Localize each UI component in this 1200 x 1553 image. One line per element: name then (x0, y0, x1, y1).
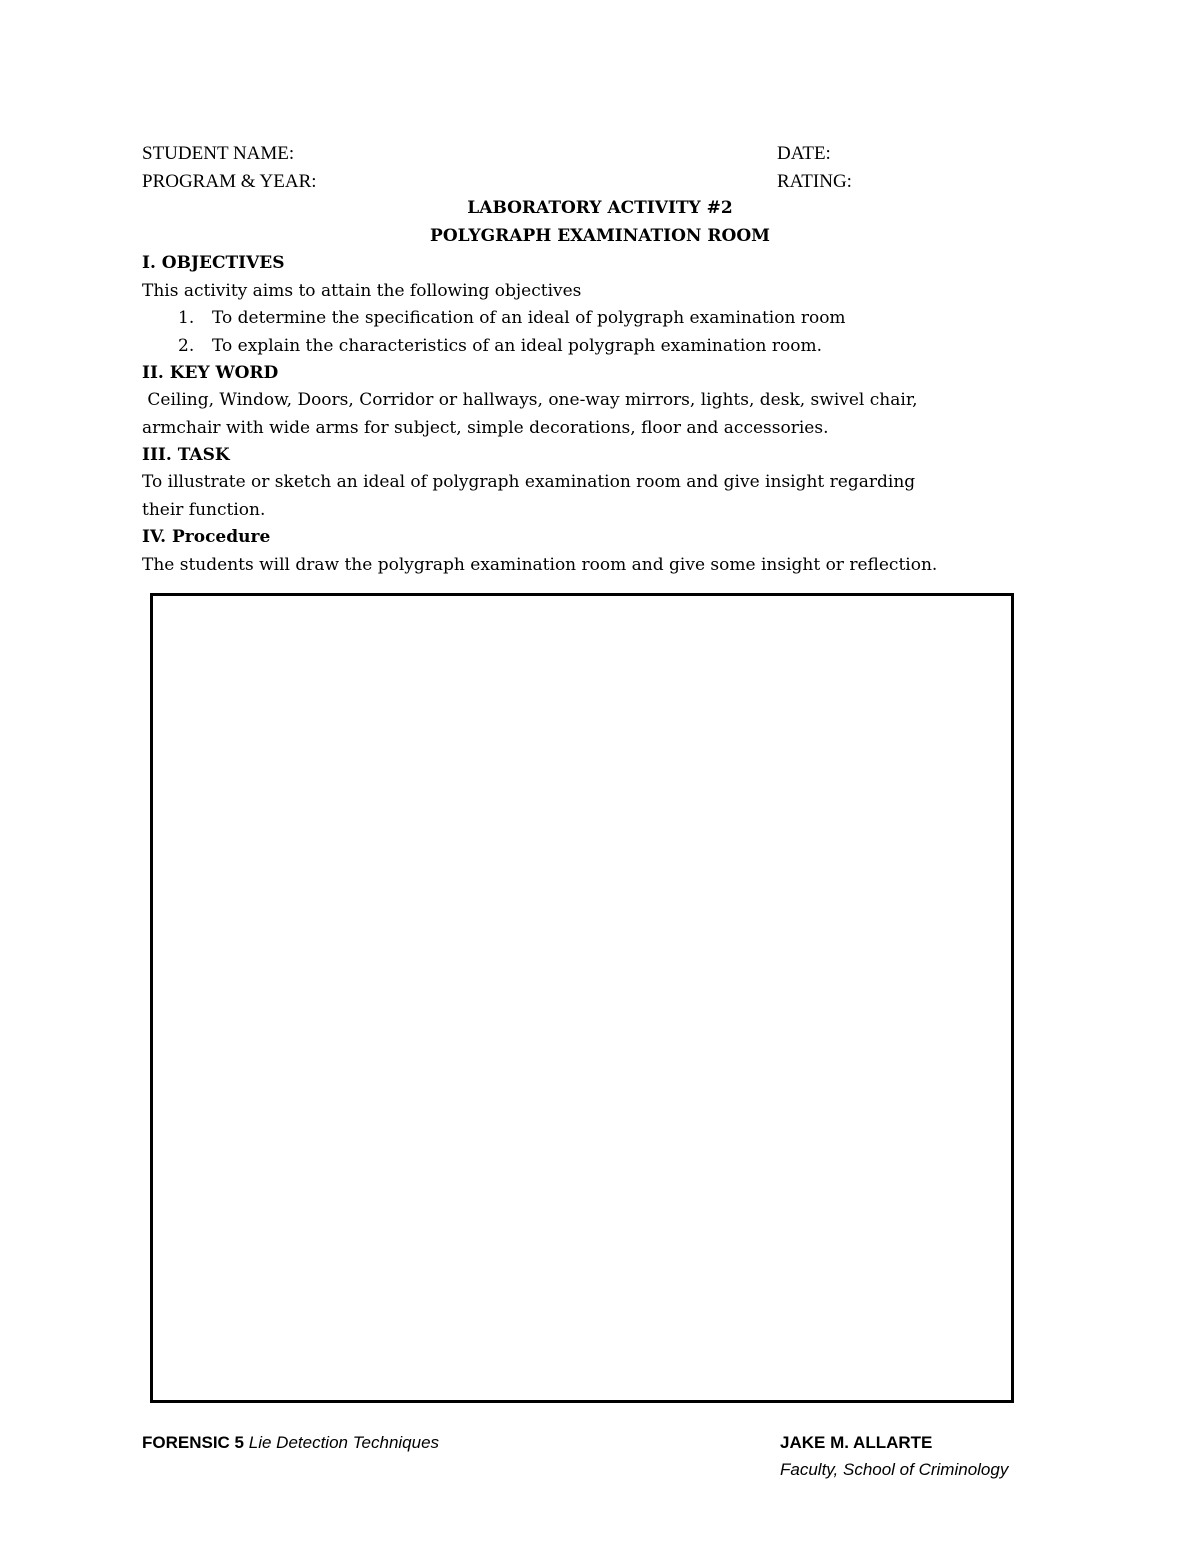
objective-text: To explain the characteristics of an ideal polygraph examination room. (212, 336, 822, 356)
task-heading: III. TASK (142, 445, 230, 465)
objective-number: 1. (178, 308, 195, 328)
activity-subtitle: POLYGRAPH EXAMINATION ROOM (430, 226, 770, 246)
activity-title: LABORATORY ACTIVITY #2 (467, 198, 733, 218)
program-year-label: PROGRAM & YEAR: (142, 171, 317, 192)
objective-number: 2. (178, 336, 195, 356)
date-label: DATE: (777, 143, 831, 164)
keyword-heading: II. KEY WORD (142, 363, 279, 383)
procedure-text: The students will draw the polygraph examination room and give some insight or reflection. (142, 555, 938, 575)
task-text-line1: To illustrate or sketch an ideal of polygraph examination room and give insight regarding (142, 472, 916, 492)
procedure-heading: IV. Procedure (142, 527, 271, 547)
footer-course (142, 1432, 439, 1454)
footer-author: JAKE M. ALLARTE (780, 1433, 933, 1452)
objectives-heading: I. OBJECTIVES (142, 253, 285, 273)
drawing-area-box (150, 593, 1014, 1403)
objectives-intro: This activity aims to attain the following objectives (142, 281, 582, 301)
keyword-text-line1: Ceiling, Window, Doors, Corridor or hallways, one-way mirrors, lights, desk, swivel chair, (142, 390, 918, 410)
footer-author-title: Faculty, School of Criminology (780, 1460, 1009, 1479)
course-code: FORENSIC 5 (142, 1433, 245, 1452)
course-name: Lie Detection Techniques (244, 1433, 440, 1452)
student-name-label: STUDENT NAME: (142, 143, 295, 164)
keyword-text-line2: armchair with wide arms for subject, simple decorations, floor and accessories. (142, 418, 829, 438)
rating-label: RATING: (777, 171, 852, 192)
objective-text: To determine the specification of an ideal of polygraph examination room (212, 308, 846, 328)
task-text-line2: their function. (142, 500, 266, 520)
